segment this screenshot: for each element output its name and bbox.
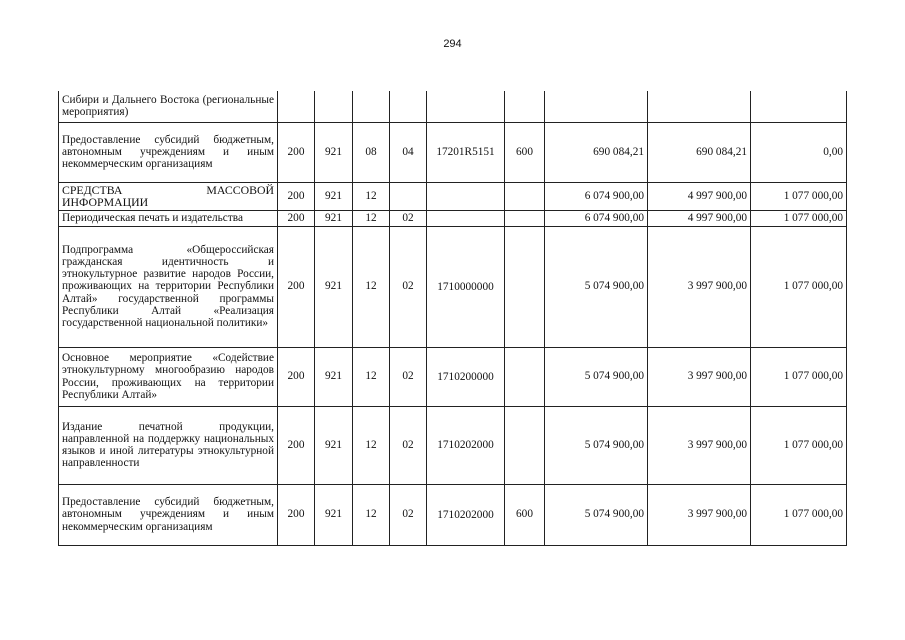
ved-code: 921 xyxy=(315,210,353,226)
sum-2: 690 084,21 xyxy=(648,122,751,182)
sum-1 xyxy=(545,91,648,122)
ved-code: 921 xyxy=(315,484,353,545)
ved-code: 921 xyxy=(315,347,353,406)
pr-code: 02 xyxy=(390,226,427,347)
rz-code: 12 xyxy=(353,347,390,406)
gp-code: 200 xyxy=(278,122,315,182)
gp-code: 200 xyxy=(278,347,315,406)
csr-code xyxy=(427,210,505,226)
sum-1: 5 074 900,00 xyxy=(545,484,648,545)
rz-code: 08 xyxy=(353,122,390,182)
sum-3 xyxy=(751,91,847,122)
row-name: Предоставление субсидий бюджетным, автономным учреждениям и иным некоммерческим организациям xyxy=(59,122,278,182)
sum-1: 5 074 900,00 xyxy=(545,347,648,406)
table-row xyxy=(59,347,847,406)
table-row xyxy=(59,226,847,347)
row-name: Сибири и Дальнего Востока (региональные мероприятия) xyxy=(59,91,278,122)
pr-code xyxy=(390,91,427,122)
csr-code: 1710202000 xyxy=(427,406,505,484)
row-name: Издание печатной продукции, направленной на поддержку национальных языков и иной литературы этнокультурной направленности xyxy=(59,406,278,484)
table-row xyxy=(59,484,847,545)
pr-code: 04 xyxy=(390,122,427,182)
csr-code xyxy=(427,91,505,122)
ved-code: 921 xyxy=(315,182,353,210)
pr-code: 02 xyxy=(390,484,427,545)
sum-1: 690 084,21 xyxy=(545,122,648,182)
sum-2: 3 997 900,00 xyxy=(648,347,751,406)
rz-code: 12 xyxy=(353,226,390,347)
gp-code: 200 xyxy=(278,226,315,347)
pr-code xyxy=(390,182,427,210)
gp-code: 200 xyxy=(278,406,315,484)
vr-code: 600 xyxy=(505,122,545,182)
row-name: Основное мероприятие «Содействие этнокультурному многообразию народов России, проживающих на территории Республики Алтай» xyxy=(59,347,278,406)
sum-1: 5 074 900,00 xyxy=(545,406,648,484)
csr-code xyxy=(427,182,505,210)
row-name: Подпрограмма «Общероссийская гражданская идентичность и этнокультурное развитие народов России, проживающих на территории Республики Алтай» государственной программы Республики Алтай «Реализация государственной национальной политики» xyxy=(59,226,278,347)
sum-2: 4 997 900,00 xyxy=(648,210,751,226)
table-row xyxy=(59,182,847,210)
sum-3: 1 077 000,00 xyxy=(751,406,847,484)
rz-code: 12 xyxy=(353,484,390,545)
sum-1: 6 074 900,00 xyxy=(545,182,648,210)
row-name: СРЕДСТВА МАССОВОЙ ИНФОРМАЦИИ xyxy=(59,182,278,210)
ved-code: 921 xyxy=(315,122,353,182)
pr-code: 02 xyxy=(390,347,427,406)
sum-3: 0,00 xyxy=(751,122,847,182)
sum-3: 1 077 000,00 xyxy=(751,210,847,226)
row-name: Предоставление субсидий бюджетным, автономным учреждениям и иным некоммерческим организациям xyxy=(59,484,278,545)
table-row xyxy=(59,91,847,122)
rz-code: 12 xyxy=(353,210,390,226)
page-number: 294 xyxy=(443,38,462,50)
vr-code xyxy=(505,182,545,210)
sum-2: 3 997 900,00 xyxy=(648,484,751,545)
gp-code: 200 xyxy=(278,210,315,226)
sum-2 xyxy=(648,91,751,122)
budget-table xyxy=(58,91,847,546)
csr-code: 17201R5151 xyxy=(427,122,505,182)
gp-code: 200 xyxy=(278,182,315,210)
vr-code xyxy=(505,226,545,347)
csr-code: 1710202000 xyxy=(427,484,505,545)
table-row xyxy=(59,122,847,182)
table-row xyxy=(59,406,847,484)
sum-2: 4 997 900,00 xyxy=(648,182,751,210)
sum-3: 1 077 000,00 xyxy=(751,347,847,406)
vr-code: 600 xyxy=(505,484,545,545)
pr-code: 02 xyxy=(390,210,427,226)
sum-3: 1 077 000,00 xyxy=(751,484,847,545)
vr-code xyxy=(505,91,545,122)
gp-code: 200 xyxy=(278,484,315,545)
ved-code: 921 xyxy=(315,226,353,347)
rz-code: 12 xyxy=(353,406,390,484)
csr-code: 1710200000 xyxy=(427,347,505,406)
gp-code xyxy=(278,91,315,122)
vr-code xyxy=(505,210,545,226)
sum-1: 6 074 900,00 xyxy=(545,210,648,226)
table-row xyxy=(59,210,847,226)
sum-3: 1 077 000,00 xyxy=(751,226,847,347)
vr-code xyxy=(505,406,545,484)
csr-code: 1710000000 xyxy=(427,226,505,347)
sum-1: 5 074 900,00 xyxy=(545,226,648,347)
row-name: Периодическая печать и издательства xyxy=(59,210,278,226)
ved-code: 921 xyxy=(315,406,353,484)
rz-code xyxy=(353,91,390,122)
vr-code xyxy=(505,347,545,406)
ved-code xyxy=(315,91,353,122)
rz-code: 12 xyxy=(353,182,390,210)
sum-3: 1 077 000,00 xyxy=(751,182,847,210)
pr-code: 02 xyxy=(390,406,427,484)
sum-2: 3 997 900,00 xyxy=(648,226,751,347)
sum-2: 3 997 900,00 xyxy=(648,406,751,484)
